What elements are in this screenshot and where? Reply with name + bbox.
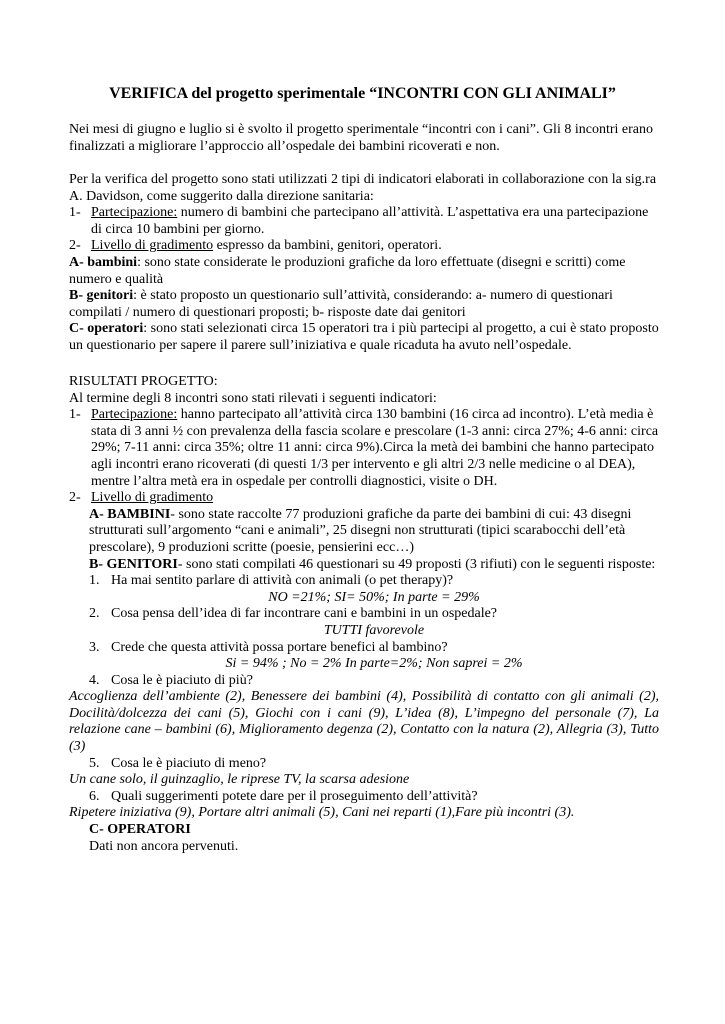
bambini-text: - sono state raccolte 77 produzioni grafiche da parte dei bambini di cui: 43 disegni strutturati sull’argomento “cani e animali”, 25 disegni non strutturati (tipici scarabocchi dell’età prescolare), 9 produzioni scritte (poesie, pensierini ecc…): [89, 506, 632, 555]
verifica-section: [69, 172, 659, 355]
question-number: 5.: [89, 755, 100, 771]
questionnaire: [69, 573, 659, 822]
item-number: 1-: [69, 407, 81, 423]
question: [89, 756, 659, 773]
question-text: Quali suggerimenti potete dare per il proseguimento dell’attività?: [111, 788, 478, 804]
item-text: numero di bambini che partecipano all’attività. L’aspettativa era una partecipazione di circa 10 bambini per giorno.: [91, 205, 649, 237]
question-number: 6.: [89, 788, 100, 804]
document-title: VERIFICA del progetto sperimentale “INCONTRI CON GLI ANIMALI”: [109, 85, 616, 102]
verifica-text: Per la verifica del progetto sono stati utilizzati 2 tipi di indicatori elaborati in collaborazione con la sig.ra A. Davidson, come suggerito dalla direzione sanitaria:: [69, 172, 657, 204]
operatori-text: Dati non ancora pervenuti.: [89, 838, 239, 854]
c-text: : sono stati selezionati circa 15 operatori tra i più partecipi al progetto, a cui è stato proposto un questionario per sapere il parere sull’iniziativa e quale ricaduta ha avuto nell’ospedale.: [69, 321, 659, 353]
answer: TUTTI favorevole: [323, 622, 425, 638]
verifica-a: [69, 255, 659, 288]
risultati-item-1: [69, 407, 659, 490]
question-text: Ha mai sentito parlare di attività con animali (o pet therapy)?: [111, 573, 454, 589]
c-label: C- operatori: [69, 321, 144, 337]
intro-paragraph: [69, 122, 659, 155]
item-number: 2-: [69, 490, 81, 506]
item-label: Partecipazione:: [91, 407, 178, 423]
item-label: Livello di gradimento: [91, 238, 214, 254]
verifica-c: [69, 321, 659, 354]
operatori-label: C- OPERATORI: [89, 822, 191, 838]
question-number: 3.: [89, 639, 100, 655]
item-number: 2-: [69, 238, 81, 254]
item-text: espresso da bambini, genitori, operatori.: [213, 238, 442, 254]
question: [89, 673, 659, 690]
question-number: 2.: [89, 606, 100, 622]
item-label: Livello di gradimento: [91, 490, 214, 506]
question: [89, 606, 659, 623]
risultati-item-2: [69, 490, 659, 507]
question-number: 1.: [89, 573, 100, 589]
risultati-section: [69, 374, 659, 855]
question-text: Cosa le è piaciuto di meno?: [111, 755, 267, 771]
question-number: 4.: [89, 672, 100, 688]
b-text: : è stato proposto un questionario sull’attività, considerando: a- numero di questionari compilati / numero di questionari proposti; b- risposte date dai genitori: [69, 288, 613, 320]
operatori-paragraph: [69, 822, 659, 855]
verifica-item-2: [69, 238, 659, 255]
item-number: 1-: [69, 205, 81, 221]
genitori-text: - sono stati compilati 46 questionari su 49 proposti (3 rifiuti) con le seguenti risposte:: [177, 556, 656, 572]
intro-text: Nei mesi di giugno e luglio si è svolto il progetto sperimentale “incontri con i cani”. Gli 8 incontri erano finalizzati a migliorare l’approccio all’ospedale dei bambini ricoverati e non.: [69, 122, 653, 154]
item-text: hanno partecipato all’attività circa 130 bambini (16 circa ad incontro). L’età media è stata di 3 anni ½ con prevalenza della fascia scolare e prescolare (1-3 anni: circa 27%; 4-6 anni: circa 29%; 7-11 anni: circa 35%; oltre 11 anni: circa 9%).Circa la metà dei bambini che hanno partecipato agli incontri erano ricoverati (di questi 1/3 per intervento e gli altri 2/3 nelle medicine o al DEA), mentre l’altra metà era in ospedale per controlli diagnostici, visite o DH.: [91, 407, 659, 489]
question: [89, 573, 659, 590]
item-label: Partecipazione:: [91, 205, 178, 221]
answer: Un cane solo, il guinzaglio, le riprese TV, la scarsa adesione: [69, 772, 410, 788]
risultati-text: Al termine degli 8 incontri sono stati rilevati i seguenti indicatori:: [69, 390, 437, 406]
genitori-paragraph: [69, 557, 659, 574]
question-text: Cosa le è piaciuto di più?: [111, 672, 253, 688]
question-text: Cosa pensa dell’idea di far incontrare cani e bambini in un ospedale?: [111, 606, 498, 622]
genitori-label: B- GENITORI: [89, 556, 178, 572]
bambini-label: A- BAMBINI: [89, 506, 171, 522]
answer: Accoglienza dell’ambiente (2), Benessere dei bambini (4), Possibilità di contatto con gli animali (2), Docilità/dolcezza dei cani (5), Giochi con i cani (9), L’idea (8), L’impegno del personale (7), La relazione cane – bambini (6), Miglioramento degenza (2), Contatto con la natura (2), Allegria (3), Tutto (3): [69, 689, 659, 755]
b-label: B- genitori: [69, 288, 134, 304]
question: [89, 789, 659, 806]
bambini-paragraph: [69, 507, 659, 557]
question-text: Crede che questa attività possa portare benefici al bambino?: [111, 639, 448, 655]
risultati-heading: RISULTATI PROGETTO:: [69, 374, 218, 389]
a-label: A- bambini: [69, 254, 138, 270]
answer: Ripetere iniziativa (9), Portare altri animali (5), Cani nei reparti (1),Fare più incontri (3).: [69, 805, 575, 821]
answer: NO =21%; SI= 50%; In parte = 29%: [268, 589, 480, 605]
answer: Si = 94% ; No = 2% In parte=2%; Non saprei = 2%: [225, 656, 523, 672]
question: [89, 640, 659, 657]
verifica-item-1: [69, 205, 659, 238]
a-text: : sono state considerate le produzioni grafiche da loro effettuate (disegni e scritti) come numero e qualità: [69, 254, 626, 287]
verifica-b: [69, 288, 659, 321]
